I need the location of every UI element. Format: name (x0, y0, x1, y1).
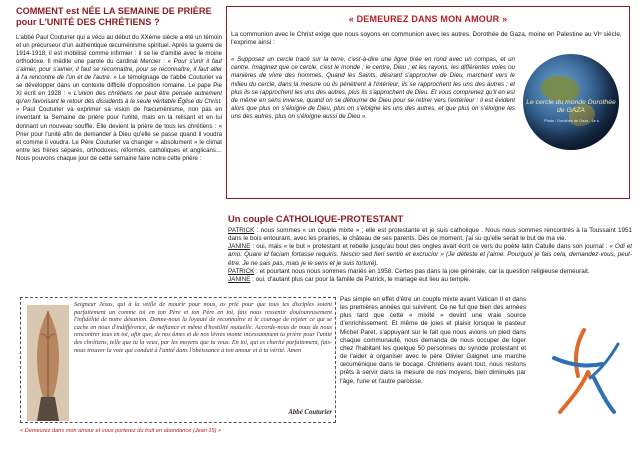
left-quote-mercier: Pour s'unir il faut s'aimer, pour s'aimer, il faut se reconnaître, pour se reconnaître, il faut aller à l'a rencontre de l'un et de l'autre. (16, 58, 222, 82)
demeurez-box (226, 6, 630, 199)
catulle-quote: « Odi et amo. Quare id faciam fortasse requiris. Nescio sed fieri sentio et excrucior » (Je déteste et j'aime. Pourquoi je fais cela, demandez-vous, peut-être. Je ne sais pas, mais je le sens et je suis torturé). (228, 243, 632, 267)
left-paragraph-3: » Paul Couturier va exprimer sa vision de l'œcuménisme, non pas en inventant la Semaine de prière pour l'unité, mais en la relisant et en lui donnant un nouveau souffle. Elle devient la prière de tous les chrétiens : « Prier pour l'unité afin de demander à Dieu qu'elle se passe quand il voudra et comme il voudra. Le Père Couturier va changer « absolument » le climat entre les frères séparés, orthodoxes, réformés, catholiques et anglicans… Nous pouvons chaque jour de cette semaine faire notre cette prière : (16, 106, 222, 162)
couple-dialogue (228, 227, 632, 284)
left-article (16, 34, 222, 163)
unity-art-icon (540, 324, 630, 424)
globe-credit: Photo : Dorothée de Gaza - 6e s. (544, 119, 600, 123)
dialogue-line: : nous sommes « un couple mixte » ; elle est protestante et je suis catholique . Nous nous sommes rencontrés à la Toussaint 1951 dans le bois entourant, avec les prairies, le château de ses parents. Dès ce moment, j'ai su qu'elle serait le but de ma vie. (228, 227, 632, 243)
dialogue-line: : oui, d'autant plus car pour la famille de Patrick, le mariage eut lieu au temple. (250, 275, 471, 283)
box-intro: La communion avec le Christ exige que nous soyons en communion avec les autres. Dorothée de Gaza, moine en Palestine au VIᵉ siècle, l'exprime ainsi : (231, 31, 622, 47)
couple-title: Un couple CATHOLIQUE-PROTESTANT (228, 213, 404, 224)
left-title (16, 6, 222, 28)
speaker-label: PATRICK (228, 227, 255, 234)
left-title-line1: COMMENT est NÉE LA SEMAINE DE PRIÈRE (16, 6, 212, 16)
left-quote-pie-xi: L'union des chrétiens ne peut être pensée autrement qu'en favorisant le retour des dissidents à la seule véritable Église du Christ. (16, 90, 223, 106)
left-title-line2: pour L'UNITÉ DES CHRÉTIENS ? (16, 17, 160, 27)
prayer-text: Seigneur Jésus, qui à la veille de mourir pour nous, as prié pour que tous tes disciples soient parfaitement un comme toi en ton Père et ton Père en toi, fais nous ressentir douloureusement l'infidélité de notre désunion. Donne-nous la loyauté de reconnaître et le courage de rejeter ce qui se cache en nous d'indifférence, de méfiance et même d'hostilité mutuelle. Accorde-nous de nous de nous rencontrer tous en toi, afin que, de nos âmes et de nos lèvres monte incessamment ta prière pour l'unité des chrétiens, telle que tu la veux, par les moyens que tu veux. En toi, qui es charité parfaitement, fais-nous trouver la voie qui conduit à l'unité dans l'obéissance à ton amour et à ta vérité. Amen (74, 301, 332, 354)
left-column (10, 6, 222, 163)
speaker-label: PATRICK (228, 267, 255, 275)
globe-caption: Le cercle du monde Dorothée de GAZA (526, 99, 616, 114)
prayer-signature: Abbé Couturier (288, 409, 332, 416)
footer-verse: « Demeurez dans mon amour et vous porterez du fruit en abondance (Jean 15) » (20, 428, 222, 434)
praying-hands-image (27, 305, 69, 421)
left-paragraph-1: L'abbé Paul Couturier qui a vécu au début du XXème siècle a été un témoin et un précurseur d'un authentique œcuménisme spirituel. Après la guerre de 1914-1918, il est mobilisé comme infirmier : il se lie d'amitié avec le moine orthodoxe. Il médite une parole du cardinal Mercier : « (16, 34, 222, 66)
box-title: « DEMEUREZ DANS MON AMOUR » (348, 14, 508, 24)
speaker-label: JANINE (228, 243, 251, 251)
dialogue-line: : et pourtant nous nous sommes mariés en 1958. Certes pas dans la joie générale, car la question religieuse demeurait. (254, 267, 590, 275)
box-quote: « Supposez un cercle tracé sur la terre, c'est-à-dire une ligne tirée en rond avec un compas, et un centre. Imaginez que ce cercle, c'est le monde ; le centre, Dieu ; et les rayons, les différentes voies ou manières de vivre des hommes. Quand les Saints, désirant s'approcher de Dieu, marchent vers le milieu du cercle, dans la mesure où ils pénètrent à l'intérieur, ils se rapprochent les uns des autres ; et plus ils se rapprochent les uns des autres, plus ils s'approchent de Dieu. Et vous comprenez qu'il en est de même en sens inverse, quand on se détourne de Dieu pour se retirer vers l'extérieur : il est évident alors que plus on s'éloigne de Dieu, plus on s'éloigne les uns des autres, et que plus on s'éloigne les uns des autres, plus on s'éloigne aussi de Dieu ». (231, 56, 515, 121)
speaker-label: JANINE (228, 275, 251, 283)
left-paragraph-2: » Le témoignage de l'abbé Couturier va se développer dans un contexte difficile d'opposition romaine. Le pape Pie XI écrit en 1928 : « (16, 74, 222, 98)
bottom-paragraph: Pas simple en effet d'être un couple mixte avant Vatican II et dans les premières années qui suivirent. Ce ne fut que bien des années plus tard que cette « mixité » devint une vraie source d'enrichissement. Et même de joies et plaisir lorsque le pasteur Michel Paret, s'appuyant sur le fait que nous avions un pied dans chaque communauté, nous demanda de nous occuper de loger chez l'habitant les quelque 50 personnes du synode protestant et de l'aider à organiser avec le père Olivier Gaignet une marche œcuménique dans le bocage. Chrétiens avant tout, nous restons prêts à servir dans la mesure de nos moyens, bien diminués par l'âge, l'une et l'autre paroisse. (340, 296, 526, 385)
dialogue-line: : oui, mais « le but » protestant et rebelle jusqu'au bout des ongles avait écrit ce vers du poète latin Catulle dans son journal : (250, 243, 610, 251)
